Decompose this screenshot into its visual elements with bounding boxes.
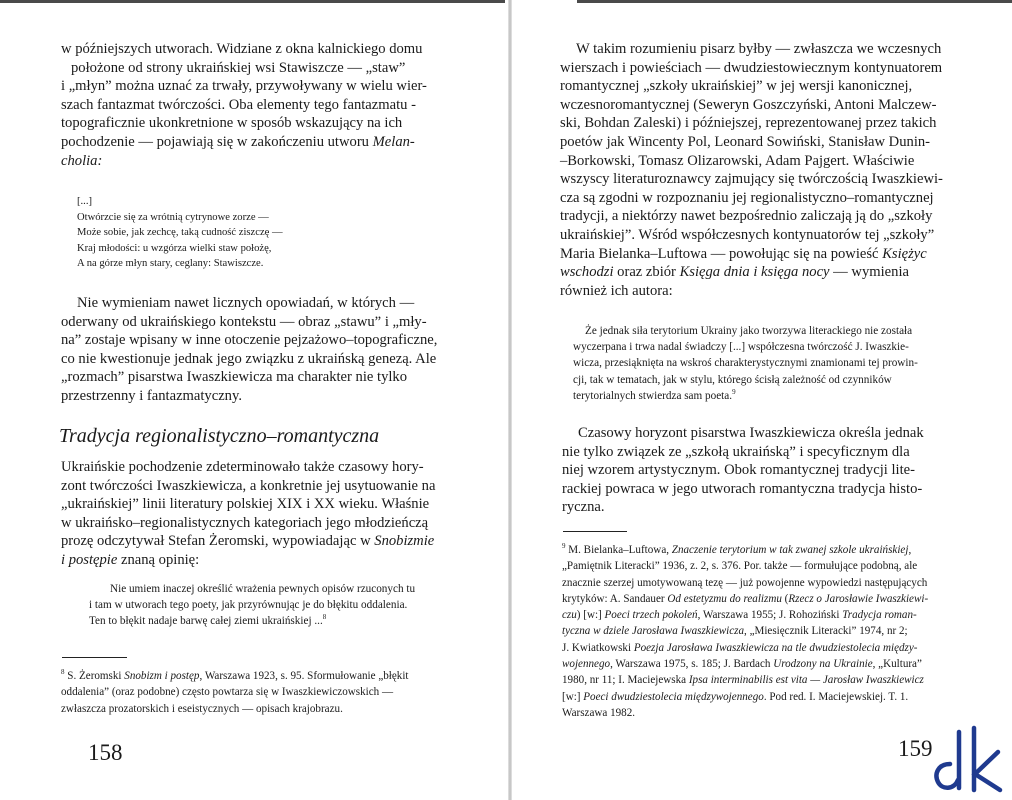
italic-span: Znaczenie terytorium w tak zwanej szkole ukraińskiej (671, 544, 909, 556)
text-line: Czasowy horyzont pisarstwa Iwaszkiewicza określa jednak (578, 425, 924, 441)
footnote-line (562, 591, 982, 607)
text-line: szach fantazmat twórczości. Oba elementy tego fantazmatu - (61, 96, 416, 113)
monogram-k-arms (975, 752, 1000, 790)
text-span: ) [w:] (576, 609, 605, 622)
text-span: , Warszawa 1923, s. 95. Sformułowanie „błękit (199, 670, 409, 682)
footnote-line: zwłaszcza prozatorskich i eseistycznych — opisach krajobrazu. (61, 702, 343, 715)
text-span: , (908, 544, 912, 556)
text-span: Maria Bielanka–Luftowa — powołując się na powieść (560, 245, 883, 262)
text-line: ryczna. (562, 499, 605, 516)
text-line: –Borkowski, Tomasz Olizarowski, Adam Pajgert. Właściwie (560, 152, 915, 169)
verse-line: [...] (77, 196, 93, 207)
italic-span: cholia: (61, 152, 103, 169)
text-line: W takim rozumieniu pisarz byłby — zwłaszcza we wczesnych (576, 41, 942, 57)
text-span: , Warszawa 1955; J. Rohoziński (697, 609, 843, 622)
dk-monogram-icon (928, 718, 1004, 794)
text-line: w późniejszych utworach. Widziane z okna kalnickiego domu (61, 41, 423, 57)
footnote-line (562, 672, 982, 688)
verse-line: Kraj młodości: u wzgórza wielki staw położę, (77, 242, 272, 254)
text-line: i „młyn” można uznać za trwały, przywoływany w wielu wier- (61, 78, 427, 95)
text-line: oderwany od ukraińskiego kontekstu — obraz „stawu” i „mły- (61, 313, 427, 330)
italic-span: Poeci trzech pokoleń (604, 609, 698, 622)
closing-paragraph (562, 424, 954, 517)
text-span: krytyków: A. Sandauer (562, 592, 668, 605)
text-line (560, 263, 960, 282)
text-line (61, 133, 451, 152)
italic-span: Księga dnia i księga nocy (679, 264, 830, 281)
text-line: niej wzorem artystycznym. Obok romantycznej tradycji lite- (562, 462, 915, 479)
quote-line: Nie umiem inaczej określić wrażenia pewnych opisów rzuconych tu (110, 583, 416, 595)
second-paragraph (61, 294, 458, 406)
text-line (61, 551, 454, 570)
italic-span: czu (562, 609, 577, 622)
text-span: znaną opinię: (117, 551, 200, 568)
monogram-d-bowl (937, 764, 959, 788)
italic-span: Od estetyzmu do realizmu (667, 592, 782, 605)
text-line: zont twórczości Iwaszkiewicza, a konkretnie jej usytuowanie na (61, 477, 436, 494)
quote-line: i tam w utworach tego poety, jak przyrównując je do błękitu oddalenia. (89, 599, 408, 612)
zeromski-quote (89, 581, 459, 630)
quote-line (89, 613, 459, 629)
text-line: „rozmach” pisarstwa Iwaszkiewicza ma charakter nie tylko (61, 369, 408, 386)
footnote-reference: 9 (732, 387, 736, 396)
text-span: J. Kwiatkowski (562, 641, 634, 654)
text-line: co nie kwestionuje jednak jego związku z ukraińską genezą. Ale (61, 350, 437, 367)
text-span: 1980, nr 11; I. Maciejewska (562, 674, 689, 687)
right-page (511, 0, 1012, 800)
text-line (560, 245, 960, 264)
text-line: przestrzenny i fantazmatyczny. (61, 387, 242, 404)
text-span: , „Kultura” (872, 658, 922, 671)
text-line: poetów jak Wincenty Pol, Leonard Sowiński, Stanisław Dunin- (560, 133, 931, 150)
text-line: wszyscy literaturoznawcy zajmujący się twórczością Iwaszkiewi- (560, 171, 943, 188)
text-line: ski, Bohdan Zaleski) i późniejszej, reprezentowanej przez takich (560, 115, 937, 132)
page-top-edge (577, 0, 1012, 3)
footnote-reference: 8 (322, 613, 327, 622)
bielanka-quote (573, 323, 953, 404)
italic-span: wschodzi (560, 264, 614, 281)
text-line: Ukraińskie pochodzenie zdeterminowało także czasowy hory- (61, 459, 424, 475)
quote-line: wyczerpana i trwa nadal świadczy [...] współczesna twórczość J. Iwaszkie- (573, 341, 909, 354)
text-line: położone od strony ukraińskiej wsi Stawiszcze — „staw” (71, 59, 406, 76)
text-span: Ten to błękit nadaje barwę całej ziemi ukraińskiej ... (89, 615, 323, 628)
footnote-divider (563, 531, 627, 532)
text-line: romantycznej „szkoły ukraińskiej” w jej wersji kanonicznej, (560, 78, 913, 95)
third-paragraph (61, 458, 454, 570)
italic-span: Poeci dwudziestolecia międzywojennego (583, 690, 764, 703)
footnote-line (562, 656, 982, 672)
footnote-line: Warszawa 1982. (562, 706, 636, 719)
quote-line (573, 388, 953, 404)
footnote-line (562, 607, 982, 623)
verse-line: Otwórzcie się za wrótnią cytrynowe zorze — (77, 211, 269, 223)
italic-span: Księżyc (882, 245, 927, 262)
footnote-line (562, 640, 982, 656)
text-span: S. Żeromski (64, 670, 125, 682)
text-line: rackiej powraca w jego utworach romantyczna tradycja histo- (562, 480, 923, 497)
italic-span: Poezja Jarosława Iwaszkiewicza na tle dwudziestolecia między- (633, 641, 918, 654)
text-span: , „Miesięcznik Literacki” 1974, nr 2; (744, 625, 908, 638)
page-number: 159 (898, 736, 933, 761)
italic-span: Ipsa interminabilis est vita — Jarosław Iwaszkiewicz (688, 674, 924, 687)
text-span: prozę odczytywał Stefan Żeromski, wypowiadając w (61, 533, 375, 550)
text-span: oraz zbiór (613, 264, 680, 281)
text-line: cza są zgodni w rozpoznaniu jej regionalistyczno–romantycznej (560, 189, 934, 206)
text-line: ukraińskiej”. Wśród współczesnych kontynuatorów tej „szkoły” (560, 226, 935, 243)
footnote-line: „Pamiętnik Literacki” 1936, z. 2, s. 376. Por. także — formułujące podobną, ale (562, 560, 918, 573)
verse-quote (77, 194, 437, 272)
quote-line: wicza, przesiąknięta na wskroś charakterystycznymi znamionami tej prowin- (573, 357, 918, 370)
footnote (61, 668, 461, 717)
footnote-line: znacznie szerzej umotywowaną tezę — już powojenne wypowiedzi następujących (562, 576, 928, 589)
footnote-line (61, 668, 461, 684)
verse-line: Może sobie, jak zechcę, taką cudność ziszczę — (77, 227, 283, 238)
text-line: Nie wymieniam nawet licznych opowiadań, w których — (77, 295, 415, 311)
text-span: pochodzenie — pojawiają się w zakończeniu utworu (61, 133, 373, 150)
section-heading: Tradycja regionalistyczno–romantyczna (59, 425, 380, 447)
text-line: „ukraińskiej” linii literatury polskiej XIX i XX wieku. Właśnie (61, 496, 430, 513)
italic-span: Rzecz o Jarosławie Iwaszkiewi- (788, 592, 929, 605)
intro-paragraph (61, 40, 451, 170)
footnote-line: oddalenia” (oraz podobne) często powtarza się w Iwaszkiewiczowskich — (61, 686, 394, 699)
text-line: wierszach i powieściach — dwudziestowiecznym kontynuatorem (560, 59, 943, 76)
footnote-divider (62, 657, 127, 658)
page-top-edge (0, 0, 505, 3)
text-span: . Pod red. I. Maciejewskiej. T. 1. (763, 690, 909, 703)
italic-span: Snobizmie (374, 533, 435, 550)
text-line: na” zostaje wpisany w inne otoczenie pejzażowo–topograficzne, (61, 332, 438, 349)
italic-span: tyczna w dziele Jarosława Iwaszkiewicza (562, 625, 745, 638)
text-span: ( (781, 592, 789, 605)
footnote-line (562, 542, 982, 558)
text-span: M. Bielanka–Luftowa, (565, 544, 672, 556)
italic-span: i postępie (61, 551, 118, 568)
text-line: wczesnoromantycznej (Seweryn Goszczyński, Antoni Malczew- (560, 96, 937, 113)
text-line (61, 532, 454, 551)
footnote-marker: 9 (562, 542, 566, 550)
italic-span: wojennego (562, 658, 611, 671)
quote-line: Że jednak siła terytorium Ukrainy jako tworzywa literackiego nie została (585, 325, 913, 337)
text-line: w ukraińsko–regionalistycznych kategoriach jego młodzieńczą (61, 514, 429, 531)
text-line: nie tylko związek ze „szkołą ukraińską” i specyficznym dla (562, 443, 910, 460)
verse-line: A na górze młyn stary, ceglany: Stawiszcze. (77, 258, 264, 269)
page-number: 158 (88, 740, 123, 765)
footnote-line (562, 623, 982, 639)
text-line: również ich autora: (560, 282, 673, 299)
text-line (61, 152, 451, 171)
text-span: — wymienia (829, 264, 909, 281)
italic-span: Urodzony na Ukrainie (773, 658, 873, 671)
footnote-marker: 8 (61, 668, 65, 676)
quote-line: cji, tak w tematach, jak w stylu, którego ścisłą zależność od czynników (573, 373, 892, 386)
text-span: , Warszawa 1975, s. 185; J. Bardach (610, 658, 774, 671)
text-line: tradycji, a niektórzy nawet bezpośrednio zaliczają ją do „szkoły (560, 208, 933, 225)
text-span: terytorialnych stwierdza sam poeta. (573, 389, 733, 402)
opening-paragraph (560, 40, 960, 300)
text-span: [w:] (562, 690, 584, 703)
footnote (562, 542, 982, 721)
italic-span: Tradycja roman- (842, 609, 917, 622)
italic-span: Snobizm i postęp (124, 670, 200, 682)
footnote-line (562, 689, 982, 705)
text-line: topograficznie ukonkretnione w sposób wskazujący na ich (61, 115, 403, 132)
italic-span: Melan- (372, 133, 415, 150)
